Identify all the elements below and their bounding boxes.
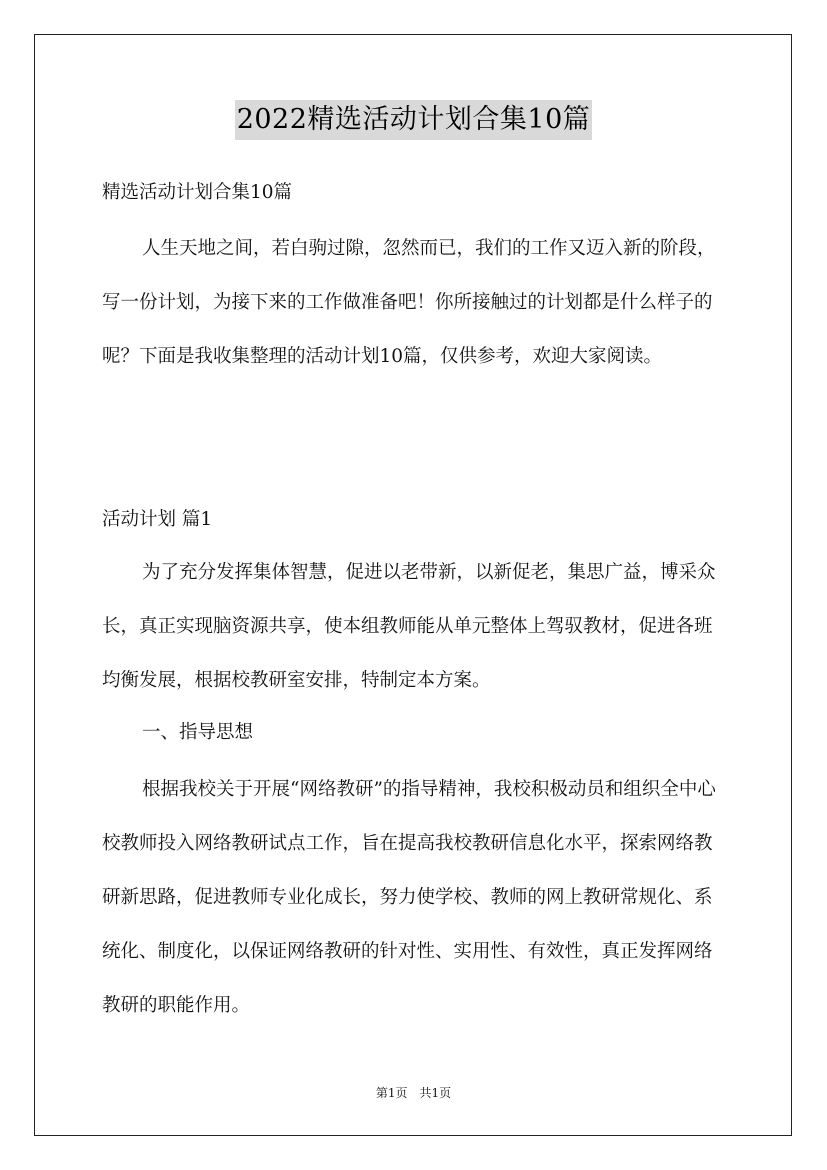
document-subtitle: 精选活动计划合集10篇: [102, 182, 293, 203]
document-title: 2022精选活动计划合集10篇: [235, 100, 593, 140]
document-title-container: [0, 100, 827, 140]
section-paragraph-1: 为了充分发挥集体智慧，促进以老带新，以新促老，集思广益，博采众长，真正实现脑资源共享，使本组教师能从单元整体上驾驭教材，促进各班均衡发展，根据校教研室安排，特制定本方案。: [102, 562, 716, 691]
page-footer: 第1页 共1页: [375, 1086, 452, 1100]
intro-paragraph: 人生天地之间，若白驹过隙，忽然而已，我们的工作又迈入新的阶段，写一份计划，为接下来的工作做准备吧！你所接触过的计划都是什么样子的呢？下面是我收集整理的活动计划10篇，仅供参考，欢迎大家阅读。: [102, 238, 716, 367]
section-heading: 活动计划 篇1: [102, 509, 213, 530]
section-paragraph-2: 根据我校关于开展“网络教研”的指导精神，我校积极动员和组织全中心校教师投入网络教研试点工作，旨在提高我校教研信息化水平，探索网络教研新思路，促进教师专业化成长，努力使学校、教师的网上教研常规化、系统化、制度化，以保证网络教研的针对性、实用性、有效性，真正发挥网络教研的职能作用。: [102, 779, 716, 1016]
section-subheading: 一、指导思想: [142, 722, 254, 743]
